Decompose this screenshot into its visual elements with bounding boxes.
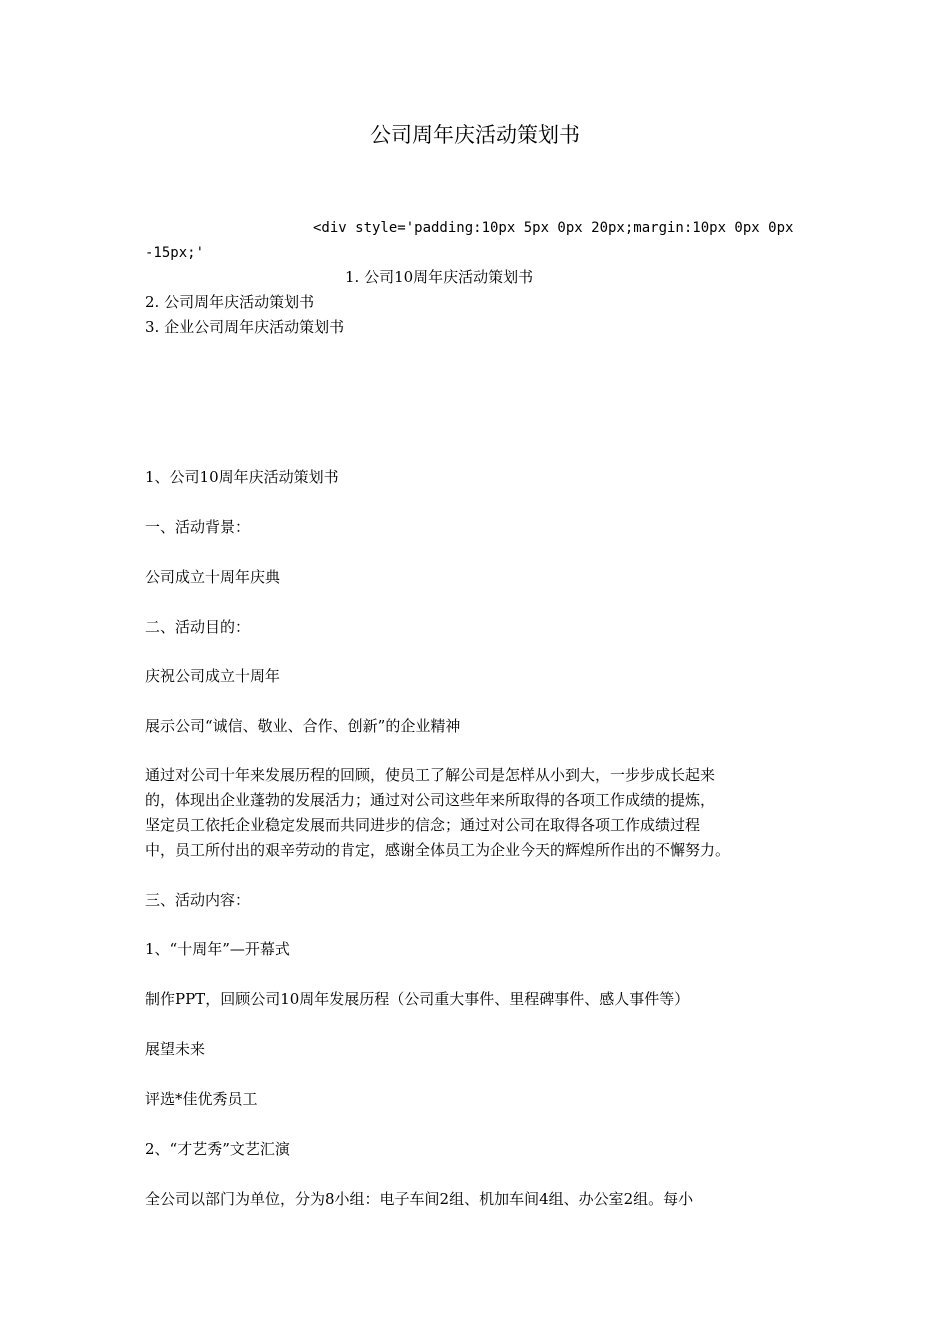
purpose-heading: 二、活动目的：: [145, 618, 251, 636]
content-2-text: 全公司以部门为单位，分为8小组：电子车间2组、机加车间4组、办公室2组。每小: [145, 1190, 694, 1208]
toc-item-1[interactable]: 1. 公司10周年庆活动策划书: [345, 268, 534, 286]
content-1-item-2: 展望未来: [145, 1040, 206, 1058]
purpose-paragraph-line-4: 中，员工所付出的艰辛劳动的肯定，感谢全体员工为企业今天的辉煌所作出的不懈努力。: [145, 841, 731, 859]
purpose-paragraph-line-2: 的，体现出企业蓬勃的发展活力；通过对公司这些年来所取得的各项工作成绩的提炼，: [145, 791, 716, 809]
purpose-item-1: 庆祝公司成立十周年: [145, 667, 281, 685]
purpose-paragraph-line-3: 坚定员工依托企业稳定发展而共同进步的信念；通过对公司在取得各项工作成绩过程: [145, 816, 701, 834]
code-snippet-line-1: <div style='padding:10px 5px 0px 20px;margin:10px 0px 0px: [313, 220, 794, 236]
content-1-item-3: 评选*佳优秀员工: [145, 1090, 258, 1108]
content-1-heading: 1、“十周年”—开幕式: [145, 940, 290, 958]
purpose-paragraph-line-1: 通过对公司十年来发展历程的回顾，使员工了解公司是怎样从小到大，一步步成长起来: [145, 766, 716, 784]
toc-item-2[interactable]: 2. 公司周年庆活动策划书: [145, 293, 315, 311]
document-title: 公司周年庆活动策划书: [370, 123, 580, 147]
content-2-heading: 2、“才艺秀”文艺汇演: [145, 1140, 290, 1158]
content-heading: 三、活动内容：: [145, 891, 251, 909]
background-text: 公司成立十周年庆典: [145, 568, 281, 586]
purpose-item-2: 展示公司“诚信、敬业、合作、创新”的企业精神: [145, 717, 461, 735]
content-1-item-1: 制作PPT，回顾公司10周年发展历程（公司重大事件、里程碑事件、感人事件等）: [145, 990, 690, 1008]
section-heading: 1、公司10周年庆活动策划书: [145, 468, 339, 486]
background-heading: 一、活动背景：: [145, 518, 251, 536]
toc-item-3[interactable]: 3. 企业公司周年庆活动策划书: [145, 318, 345, 336]
code-snippet-line-2: -15px;': [145, 245, 205, 261]
